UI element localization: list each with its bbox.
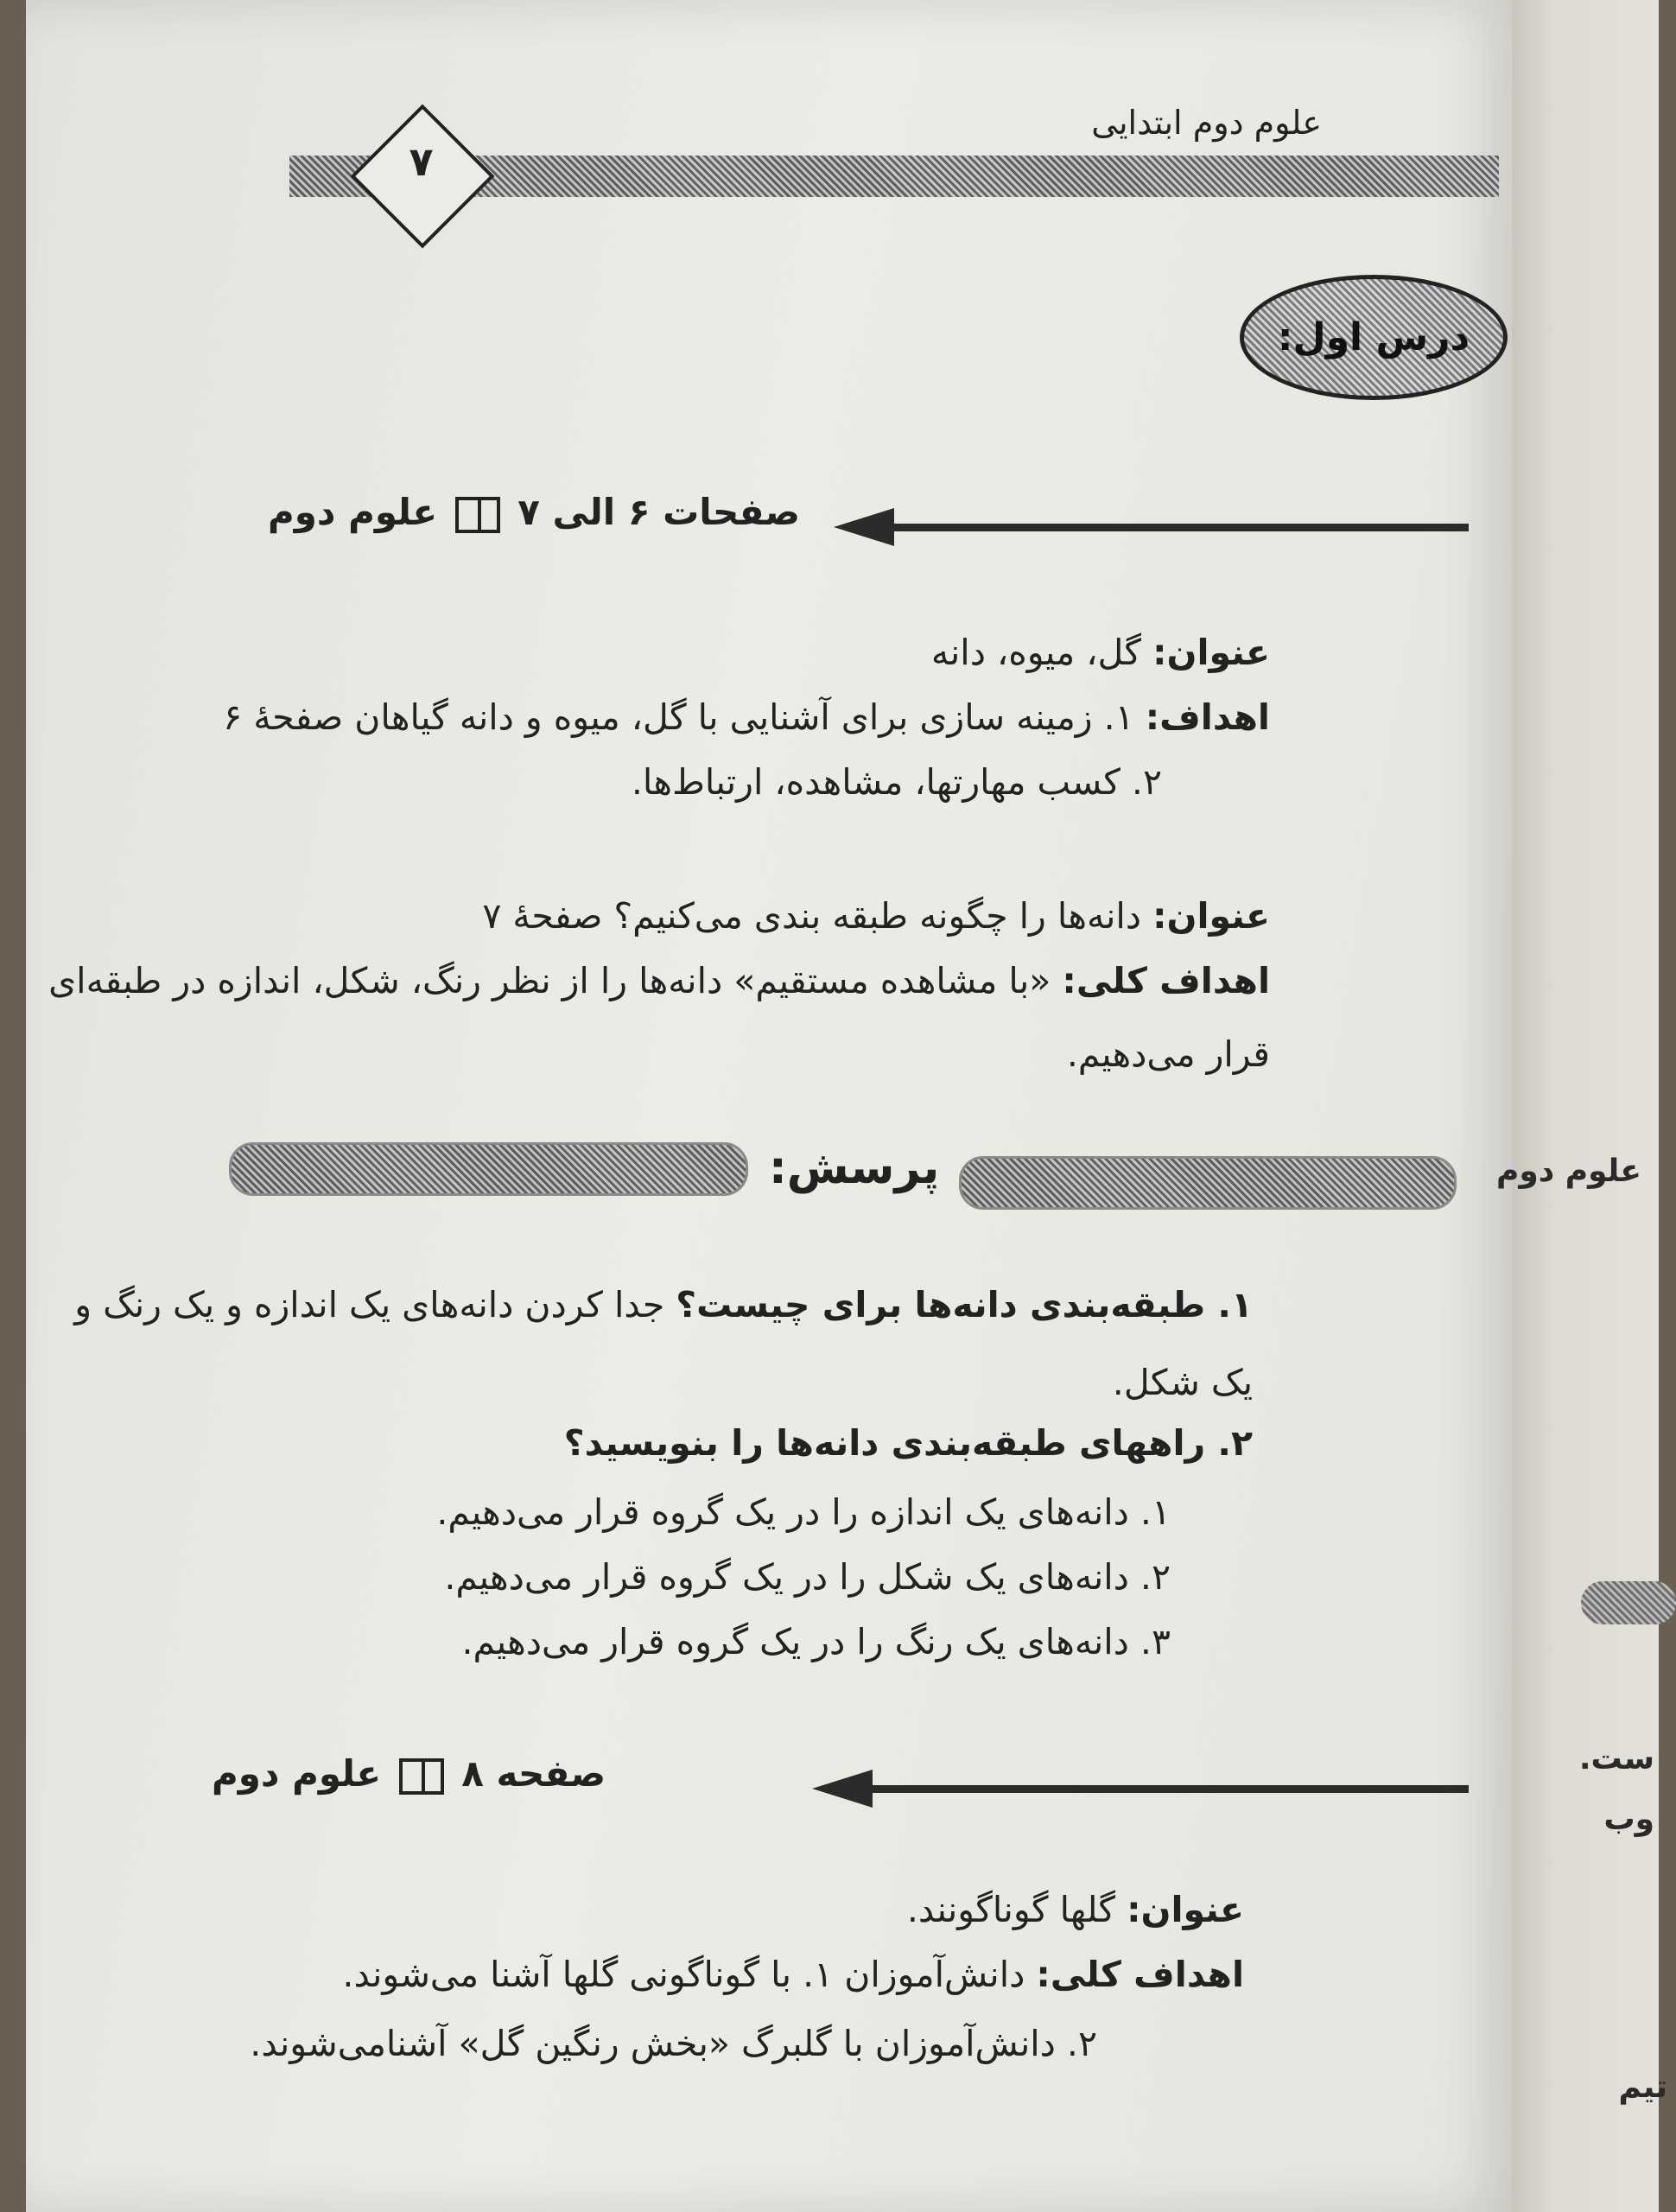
page-number: ۷: [409, 138, 434, 185]
lesson-label: درس اول:: [1277, 315, 1470, 359]
section-heading-2-subject: علوم دوم: [212, 1752, 382, 1795]
adjacent-page-bar: [1581, 1581, 1676, 1624]
question-bar-right: [959, 1156, 1457, 1210]
block3-title-label: عنوان:: [1127, 1889, 1244, 1930]
block1-title: [930, 632, 1270, 673]
block2-title: [482, 895, 1270, 937]
section-heading-1-subject: علوم دوم: [268, 491, 438, 533]
block3-goals-label: اهداف کلی:: [1036, 1954, 1244, 1995]
arrow-line-1: [890, 524, 1469, 531]
arrow-head-2: [812, 1770, 873, 1808]
arrow-head-1: [834, 508, 894, 546]
block2-goals: [48, 960, 1270, 1001]
block1-goal-2: ۲. کسب مهارتها، مشاهده، ارتباط‌ها.: [631, 761, 1162, 803]
book-page: [26, 0, 1512, 2212]
question-2: [563, 1422, 1253, 1464]
question-2-text: ۲. راههای طبقه‌بندی دانه‌ها را بنویسید؟: [563, 1422, 1253, 1464]
block2-goal-line-2: قرار می‌دهیم.: [1066, 1033, 1270, 1075]
block2-title-value: دانه‌ها را چگونه طبقه بندی می‌کنیم؟ صفحهٔ ۷: [482, 895, 1142, 937]
arrow-line-2: [868, 1785, 1469, 1793]
adjacent-page-text: وب: [1603, 1802, 1654, 1837]
question-1-text: ۱. طبقه‌بندی دانه‌ها برای چیست؟: [676, 1284, 1253, 1325]
block2-goals-label: اهداف کلی:: [1062, 960, 1270, 1001]
book-icon: [399, 1758, 444, 1795]
block3-title: [906, 1889, 1244, 1930]
book-icon: [455, 497, 500, 533]
block1-goal-1: ۱. زمینه سازی برای آشنایی با گل، میوه و دانه گیاهان صفحهٔ ۶: [223, 696, 1134, 738]
block3-goal-line-1: دانش‌آموزان ۱. با گوناگونی گلها آشنا می‌شوند.: [342, 1954, 1025, 1995]
section-heading-2: [212, 1752, 606, 1795]
question-bar-left: [229, 1142, 748, 1196]
block3-title-value: گلها گوناگونند.: [906, 1889, 1116, 1930]
block3-goal-line-2: ۲. دانش‌آموزان با گلبرگ «بخش رنگین گل» آشنامی‌شوند.: [250, 2023, 1097, 2064]
question-label: پرسش:: [769, 1142, 940, 1194]
adjacent-page-text: تیم: [1618, 2069, 1667, 2105]
adjacent-page-text: ست.: [1578, 1741, 1654, 1777]
block2-goal-line-1: «با مشاهده مستقیم» دانه‌ها را از نظر رنگ، شکل، اندازه در طبقه‌ای: [48, 960, 1051, 1001]
question-2-answer: ۱. دانه‌های یک اندازه را در یک گروه قرار می‌دهیم.: [436, 1491, 1171, 1533]
book-title: علوم دوم ابتدایی: [1091, 104, 1322, 142]
question-2-answer: ۳. دانه‌های یک رنگ را در یک گروه قرار می‌دهیم.: [461, 1621, 1171, 1662]
block2-title-label: عنوان:: [1152, 895, 1270, 937]
question-2-answer: ۲. دانه‌های یک شکل را در یک گروه قرار می‌دهیم.: [444, 1556, 1171, 1598]
block3-goals: [342, 1954, 1244, 1995]
block1-goals: [223, 696, 1270, 738]
question-1-answer-cont: یک شکل.: [1112, 1362, 1253, 1403]
block1-goals-label: اهداف:: [1145, 696, 1270, 738]
question-1-answer: جدا کردن دانه‌های یک اندازه و یک رنگ و: [74, 1284, 665, 1325]
block1-title-label: عنوان:: [1152, 632, 1270, 673]
section-heading-1: [268, 491, 800, 533]
block1-title-value: گل، میوه، دانه: [930, 632, 1142, 673]
adjacent-page-edge: [1495, 0, 1667, 2212]
lesson-badge: [1240, 275, 1508, 400]
adjacent-page-text: علوم دوم: [1495, 1154, 1641, 1189]
section-heading-2-page: صفحه ۸: [461, 1752, 606, 1795]
question-1: [74, 1284, 1253, 1325]
section-heading-1-pages: صفحات ۶ الی ۷: [517, 491, 801, 533]
